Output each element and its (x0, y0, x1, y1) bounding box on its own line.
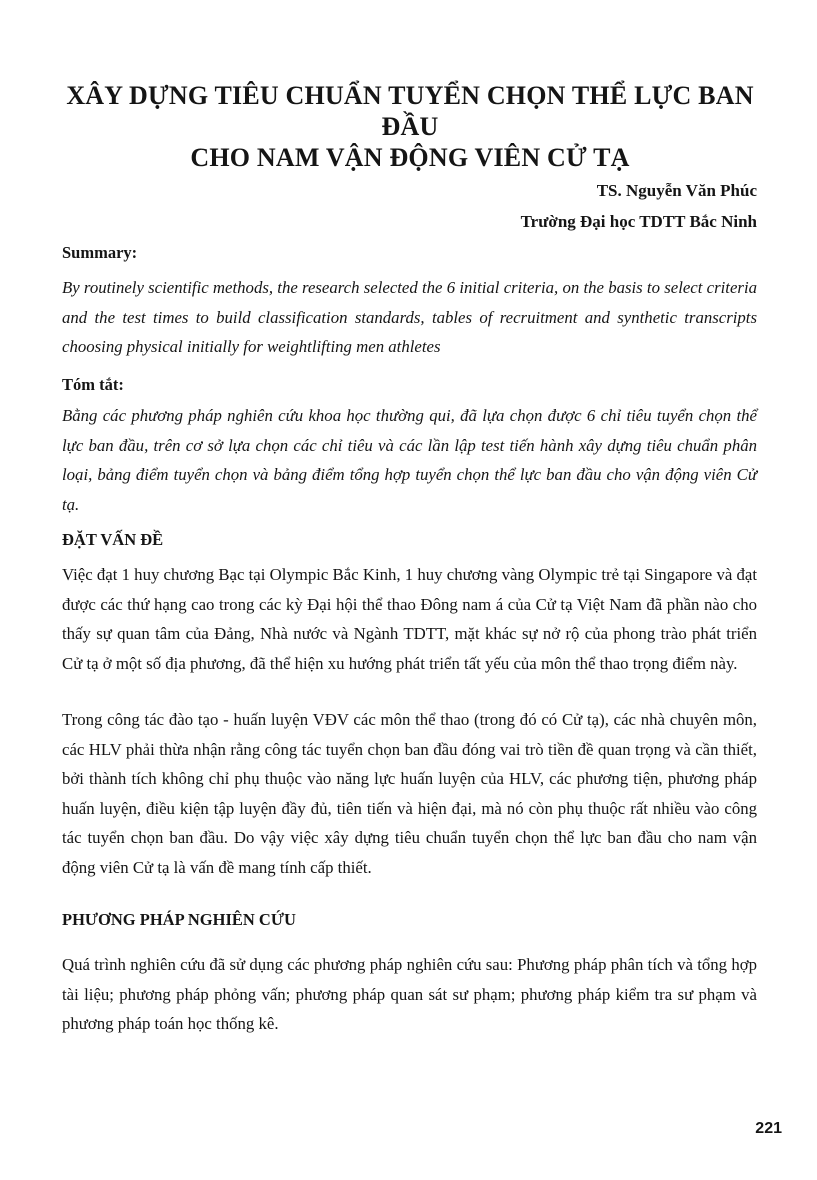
section1-paragraph-1: Việc đạt 1 huy chương Bạc tại Olympic Bắc Kinh, 1 huy chương vàng Olympic trẻ tại Singapore và đạt được các thứ hạng cao trong các kỳ Đại hội thể thao Đông nam á của Cử tạ Việt Nam đã phần nào cho thấy sự quan tâm của Đảng, Nhà nước và Ngành TDTT, mặt khác sự nở rộ của phong trào phát triển Cử tạ ở một số địa phương, đã thể hiện xu hướng phát triển tất yếu của môn thể thao trọng điểm này. (62, 565, 757, 673)
author-block (521, 175, 757, 237)
page-number: 221 (755, 1120, 782, 1137)
summary-text: By routinely scientific methods, the research selected the 6 initial criteria, on the basis to select criteria and the test times to build classification standards, tables of recruitment and synthetic transcripts choosing physical initially for weightlifting men athletes (62, 278, 757, 356)
tomtat-heading: Tóm tắt: (62, 375, 124, 394)
author-name: TS. Nguyễn Văn Phúc (596, 181, 757, 200)
summary-heading: Summary: (62, 243, 138, 262)
author-affiliation: Trường Đại học TDTT Bắc Ninh (520, 212, 757, 231)
title-line-2: CHO NAM VẬN ĐỘNG VIÊN CỬ TẠ (190, 143, 630, 172)
paper-title (40, 80, 780, 173)
section2-paragraph-1: Quá trình nghiên cứu đã sử dụng các phương pháp nghiên cứu sau: Phương pháp phân tích và tổng hợp tài liệu; phương pháp phỏng vấn; phương pháp quan sát sư phạm; phương pháp kiểm tra sư phạm và phương pháp toán học thống kê. (62, 955, 757, 1033)
tomtat-text: Bằng các phương pháp nghiên cứu khoa học thường qui, đã lựa chọn được 6 chỉ tiêu tuyển chọn thể lực ban đầu, trên cơ sở lựa chọn các chỉ tiêu và các lần lập test tiến hành xây dựng tiêu chuẩn phân loại, bảng điểm tuyển chọn và bảng điểm tổng hợp tuyển chọn thể lực ban đầu cho vận động viên Cử tạ. (62, 406, 757, 514)
section1-paragraph-2: Trong công tác đào tạo - huấn luyện VĐV các môn thể thao (trong đó có Cử tạ), các nhà chuyên môn, các HLV phải thừa nhận rằng công tác tuyển chọn ban đầu đóng vai trò tiền đề quan trọng và cần thiết, bởi thành tích không chỉ phụ thuộc vào năng lực huấn luyện của HLV, các phương tiện, phương pháp huấn luyện, điều kiện tập luyện đầy đủ, tiên tiến và hiện đại, mà nó còn phụ thuộc rất nhiều vào công tác tuyển chọn ban đầu. Do vậy việc xây dựng tiêu chuẩn tuyển chọn thể lực ban đầu cho nam vận động viên Cử tạ là vấn đề mang tính cấp thiết. (62, 710, 757, 877)
section-heading-phuong-phap: PHƯƠNG PHÁP NGHIÊN CỨU (62, 910, 296, 929)
section-heading-dat-van-de: ĐẶT VẤN ĐỀ (62, 530, 164, 549)
title-line-1: XÂY DỰNG TIÊU CHUẨN TUYỂN CHỌN THỂ LỰC BAN ĐẦU (66, 81, 754, 141)
